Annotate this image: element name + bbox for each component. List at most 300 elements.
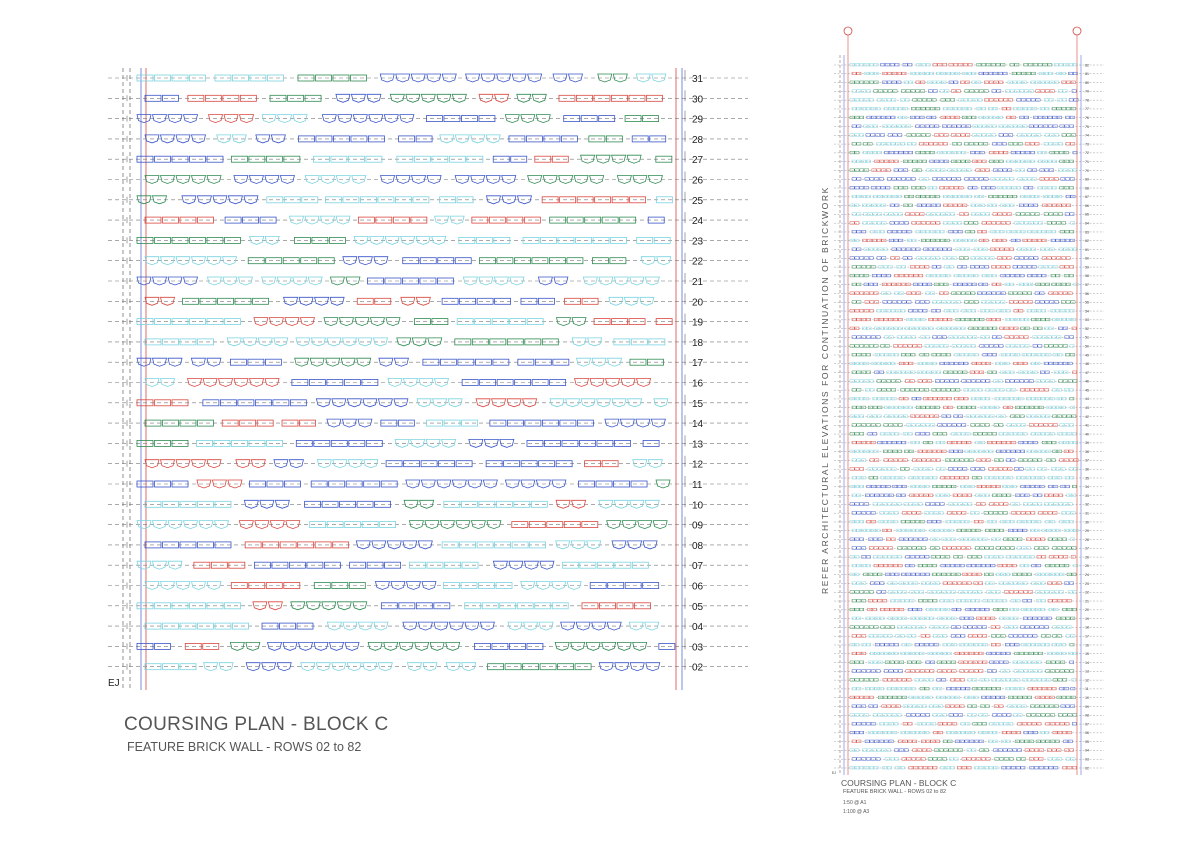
mini-brick <box>1045 705 1049 708</box>
mini-brick <box>871 186 875 189</box>
mini-brick <box>901 283 905 286</box>
mini-brick <box>930 424 934 427</box>
row-number: 29 <box>692 114 704 126</box>
mini-brick <box>1046 670 1050 673</box>
mini-brick <box>930 125 934 128</box>
mini-brick <box>1018 178 1022 181</box>
mini-brick <box>878 397 882 400</box>
mini-brick <box>986 213 990 216</box>
mini-brick <box>987 134 991 137</box>
mini-brick <box>933 758 937 761</box>
mini-brick <box>981 169 985 172</box>
mini-brick <box>1051 661 1055 664</box>
course-row <box>108 537 748 552</box>
mini-brick <box>989 99 993 102</box>
mini-brick <box>906 424 910 427</box>
mini-brick <box>1006 459 1010 462</box>
mini-brick <box>864 292 868 295</box>
mini-brick <box>866 512 870 515</box>
mini-brick <box>1013 529 1017 532</box>
mini-brick <box>864 257 868 260</box>
mini-brick <box>867 749 871 752</box>
mini-brick <box>951 635 955 638</box>
mini-brick <box>997 239 1001 242</box>
mini-brick <box>1025 389 1029 392</box>
mini-course-row <box>834 63 1104 67</box>
mini-brick <box>1016 230 1020 233</box>
mini-brick <box>1034 204 1038 207</box>
mini-brick <box>1065 485 1069 488</box>
mini-brick <box>1015 63 1019 66</box>
mini-brick <box>1040 90 1044 93</box>
mini-brick <box>966 125 970 128</box>
mini-brick <box>900 599 904 602</box>
mini-brick <box>927 722 931 725</box>
mini-brick <box>1020 90 1024 93</box>
mini-brick <box>882 380 886 383</box>
mini-brick <box>1054 608 1058 611</box>
mini-brick <box>1025 626 1029 629</box>
mini-brick <box>952 670 956 673</box>
mini-brick <box>959 556 963 559</box>
mini-brick <box>905 389 909 392</box>
mini-row-number: 40 <box>1085 432 1089 437</box>
mini-brick <box>1055 573 1059 576</box>
mini-brick <box>901 371 905 374</box>
mini-brick <box>1005 380 1009 383</box>
mini-brick <box>1069 450 1073 453</box>
mini-brick <box>949 450 953 453</box>
mini-brick <box>966 160 970 163</box>
mini-brick <box>1041 635 1045 638</box>
mini-brick <box>1067 415 1071 418</box>
mini-brick <box>873 599 877 602</box>
brick <box>155 156 171 162</box>
mini-brick <box>908 345 912 348</box>
mini-brick <box>929 327 933 330</box>
mini-brick <box>897 556 901 559</box>
mini-course-row <box>834 292 1104 296</box>
mini-brick <box>903 722 907 725</box>
mini-brick <box>908 204 912 207</box>
mini-brick <box>887 371 891 374</box>
mini-brick <box>900 661 904 664</box>
mini-brick <box>1015 222 1019 225</box>
mini-brick <box>976 213 980 216</box>
mini-brick <box>1030 468 1034 471</box>
mini-brick <box>1019 652 1023 655</box>
mini-brick <box>939 705 943 708</box>
mini-brick <box>947 661 951 664</box>
mini-brick <box>927 591 931 594</box>
mini-brick <box>1054 362 1058 365</box>
mini-brick <box>864 99 868 102</box>
mini-brick <box>1020 116 1024 119</box>
mini-brick <box>864 714 868 717</box>
mini-brick <box>989 160 993 163</box>
mini-brick <box>852 371 856 374</box>
mini-brick <box>873 503 877 506</box>
mini-brick <box>860 274 864 277</box>
mini-brick <box>852 353 856 356</box>
mini-brick <box>997 186 1001 189</box>
mini-brick <box>990 415 994 418</box>
mini-brick <box>981 380 985 383</box>
mini-brick <box>925 485 929 488</box>
mini-brick <box>961 318 965 321</box>
mini-brick <box>989 476 993 479</box>
mini-brick <box>985 257 989 260</box>
mini-row-number: 06 <box>1085 731 1089 736</box>
mini-brick <box>1036 432 1040 435</box>
mini-brick <box>1001 547 1005 550</box>
mini-brick <box>911 186 915 189</box>
mini-brick <box>1064 450 1068 453</box>
mini-brick <box>1017 99 1021 102</box>
mini-brick <box>1069 99 1073 102</box>
mini-brick <box>1030 151 1034 154</box>
mini-brick <box>918 599 922 602</box>
mini-brick <box>863 142 867 145</box>
mini-brick <box>1040 731 1044 734</box>
mini-brick <box>943 107 947 110</box>
mini-brick <box>1021 608 1025 611</box>
mini-brick <box>889 406 893 409</box>
course-row <box>108 334 748 349</box>
mini-brick <box>997 599 1001 602</box>
mini-brick <box>1018 573 1022 576</box>
mini-brick <box>1025 749 1029 752</box>
mini-brick <box>1055 722 1059 725</box>
course-row <box>108 293 748 308</box>
mini-brick <box>975 318 979 321</box>
mini-brick <box>974 274 978 277</box>
mini-brick <box>1017 134 1021 137</box>
mini-course-row <box>834 169 1104 173</box>
mini-brick <box>967 406 971 409</box>
mini-brick <box>884 652 888 655</box>
mini-brick <box>1017 749 1021 752</box>
mini-brick <box>966 687 970 690</box>
mini-brick <box>901 573 905 576</box>
mini-brick <box>1062 643 1066 646</box>
mini-brick <box>935 406 939 409</box>
mini-brick <box>860 626 864 629</box>
mini-brick <box>1007 107 1011 110</box>
mini-brick <box>963 591 967 594</box>
mini-brick <box>1001 371 1005 374</box>
mini-brick <box>1027 178 1031 181</box>
mini-brick <box>1018 714 1022 717</box>
mini-brick <box>925 670 929 673</box>
mini-brick <box>946 99 950 102</box>
mini-brick <box>948 222 952 225</box>
mini-brick <box>957 766 961 769</box>
mini-brick <box>906 573 910 576</box>
mini-brick <box>1066 512 1070 515</box>
mini-brick <box>936 608 940 611</box>
mini-brick <box>980 151 984 154</box>
mini-brick <box>946 608 950 611</box>
mini-brick <box>916 230 920 233</box>
mini-brick <box>1035 705 1039 708</box>
mini-row-number: 39 <box>1085 441 1089 446</box>
mini-brick <box>880 643 884 646</box>
mini-brick <box>991 643 995 646</box>
mini-brick <box>1006 389 1010 392</box>
mini-brick <box>917 547 921 550</box>
mini-brick <box>947 178 951 181</box>
mini-brick <box>986 564 990 567</box>
mini-brick <box>866 318 870 321</box>
mini-brick <box>944 626 948 629</box>
mini-brick <box>1071 617 1075 620</box>
mini-brick <box>1037 468 1041 471</box>
mini-brick <box>927 116 931 119</box>
mini-brick <box>880 582 884 585</box>
mini-brick <box>862 652 866 655</box>
mini-brick <box>1019 468 1023 471</box>
mini-brick <box>922 371 926 374</box>
mini-brick <box>927 169 931 172</box>
mini-brick <box>1013 107 1017 110</box>
mini-brick <box>939 749 943 752</box>
mini-brick <box>975 766 979 769</box>
mini-brick <box>866 556 870 559</box>
mini-brick <box>918 345 922 348</box>
mini-brick <box>979 652 983 655</box>
mini-brick <box>959 643 963 646</box>
mini-brick <box>934 142 938 145</box>
mini-brick <box>948 204 952 207</box>
mini-brick <box>949 186 953 189</box>
mini-brick <box>1002 107 1006 110</box>
mini-brick <box>874 635 878 638</box>
mini-brick <box>1011 389 1015 392</box>
mini-brick <box>864 679 868 682</box>
mini-brick <box>852 213 856 216</box>
mini-brick <box>1040 476 1044 479</box>
mini-brick <box>918 538 922 541</box>
mini-brick <box>1065 178 1069 181</box>
mini-brick <box>903 740 907 743</box>
mini-brick <box>923 450 927 453</box>
mini-brick <box>965 450 969 453</box>
mini-brick <box>1071 635 1075 638</box>
mini-brick <box>874 766 878 769</box>
mini-brick <box>991 63 995 66</box>
mini-brick <box>1001 353 1005 356</box>
mini-brick <box>909 274 913 277</box>
mini-brick <box>886 292 890 295</box>
mini-brick <box>860 257 864 260</box>
mini-brick <box>862 424 866 427</box>
mini-brick <box>952 432 956 435</box>
mini-brick <box>917 257 921 260</box>
brick <box>231 440 247 446</box>
mini-brick <box>920 643 924 646</box>
mini-brick <box>999 432 1003 435</box>
mini-brick <box>907 635 911 638</box>
mini-brick <box>1059 371 1063 374</box>
mini-brick <box>894 160 898 163</box>
mini-brick <box>916 758 920 761</box>
mini-brick <box>951 687 955 690</box>
mini-brick <box>906 283 910 286</box>
mini-brick <box>893 459 897 462</box>
mini-brick <box>952 722 956 725</box>
mini-brick <box>925 643 929 646</box>
mini-row-number: 58 <box>1085 274 1089 279</box>
mini-brick <box>942 617 946 620</box>
mini-brick <box>927 371 931 374</box>
mini-brick <box>874 450 878 453</box>
mini-brick <box>871 424 875 427</box>
mini-brick <box>964 397 968 400</box>
mini-brick <box>1034 547 1038 550</box>
mini-brick <box>982 362 986 365</box>
mini-brick <box>876 134 880 137</box>
mini-brick <box>890 204 894 207</box>
mini-brick <box>887 72 891 75</box>
mini-brick <box>1035 213 1039 216</box>
mini-brick <box>857 195 861 198</box>
mini-brick <box>931 213 935 216</box>
mini-brick <box>999 99 1003 102</box>
mini-brick <box>962 266 966 269</box>
mini-brick <box>931 740 935 743</box>
mini-brick <box>1025 195 1029 198</box>
mini-brick <box>1045 591 1049 594</box>
mini-brick <box>886 485 890 488</box>
mini-row-number: 66 <box>1085 203 1089 208</box>
mini-brick <box>867 222 871 225</box>
mini-brick <box>860 468 864 471</box>
mini-brick <box>1020 274 1024 277</box>
mini-brick <box>946 353 950 356</box>
mini-brick <box>972 564 976 567</box>
mini-brick <box>897 195 901 198</box>
mini-brick <box>952 441 956 444</box>
mini-brick <box>1052 582 1056 585</box>
mini-brick <box>883 529 887 532</box>
mini-brick <box>970 90 974 93</box>
mini-brick <box>1011 345 1015 348</box>
mini-brick <box>1014 336 1018 339</box>
mini-brick <box>888 547 892 550</box>
mini-brick <box>956 160 960 163</box>
mini-brick <box>921 432 925 435</box>
mini-brick <box>964 643 968 646</box>
mini-brick <box>975 512 979 515</box>
mini-brick <box>976 257 980 260</box>
mini-brick <box>860 415 864 418</box>
mini-brick <box>952 643 956 646</box>
mini-brick <box>989 556 993 559</box>
mini-brick <box>889 336 893 339</box>
mini-brick <box>941 476 945 479</box>
mini-brick <box>1060 160 1064 163</box>
mini-brick <box>1033 670 1037 673</box>
course-row <box>108 618 748 633</box>
mini-brick <box>1061 485 1065 488</box>
mini-row-number: 24 <box>1085 572 1089 577</box>
mini-brick <box>984 345 988 348</box>
mini-brick <box>874 283 878 286</box>
mini-brick <box>879 564 883 567</box>
mini-brick <box>980 345 984 348</box>
row-number: 08 <box>692 540 704 552</box>
brick <box>315 75 331 81</box>
mini-brick <box>1037 520 1041 523</box>
mini-brick <box>982 230 986 233</box>
mini-brick <box>926 239 930 242</box>
mini-brick <box>937 336 941 339</box>
mini-brick <box>870 687 874 690</box>
mini-brick <box>926 222 930 225</box>
mini-brick <box>1043 63 1047 66</box>
mini-brick <box>873 213 877 216</box>
mini-brick <box>943 248 947 251</box>
mini-brick <box>938 687 942 690</box>
mini-brick <box>852 90 856 93</box>
mini-brick <box>1006 318 1010 321</box>
mini-brick <box>1045 301 1049 304</box>
mini-brick <box>969 670 973 673</box>
mini-brick <box>927 749 931 752</box>
mini-brick <box>1028 274 1032 277</box>
mini-brick <box>1069 520 1073 523</box>
mini-brick <box>1035 389 1039 392</box>
mini-plan-subtitle: FEATURE BRICK WALL - ROWS 02 to 82 <box>843 789 947 795</box>
mini-brick <box>890 573 894 576</box>
mini-brick <box>855 397 859 400</box>
mini-brick <box>864 274 868 277</box>
mini-brick <box>915 72 919 75</box>
mini-brick <box>1003 564 1007 567</box>
mini-brick <box>1022 72 1026 75</box>
mini-brick <box>976 599 980 602</box>
mini-brick <box>1021 424 1025 427</box>
mini-brick <box>884 722 888 725</box>
mini-brick <box>992 318 996 321</box>
mini-brick <box>1045 90 1049 93</box>
mini-brick <box>1055 670 1059 673</box>
mini-brick <box>957 178 961 181</box>
mini-brick <box>1007 230 1011 233</box>
mini-brick <box>899 749 903 752</box>
mini-brick <box>911 178 915 181</box>
mini-brick <box>1007 257 1011 260</box>
mini-brick <box>879 266 883 269</box>
mini-brick <box>931 722 935 725</box>
mini-brick <box>1015 406 1019 409</box>
mini-brick <box>1042 151 1046 154</box>
mini-brick <box>850 591 854 594</box>
mini-course-row <box>834 573 1104 577</box>
mini-brick <box>1037 556 1041 559</box>
mini-brick <box>946 116 950 119</box>
mini-brick <box>1014 626 1018 629</box>
mini-brick <box>1006 740 1010 743</box>
mini-brick <box>889 494 893 497</box>
mini-brick <box>1032 309 1036 312</box>
mini-brick <box>972 72 976 75</box>
mini-brick <box>934 731 938 734</box>
mini-brick <box>906 213 910 216</box>
mini-brick <box>850 520 854 523</box>
mini-brick <box>875 178 879 181</box>
